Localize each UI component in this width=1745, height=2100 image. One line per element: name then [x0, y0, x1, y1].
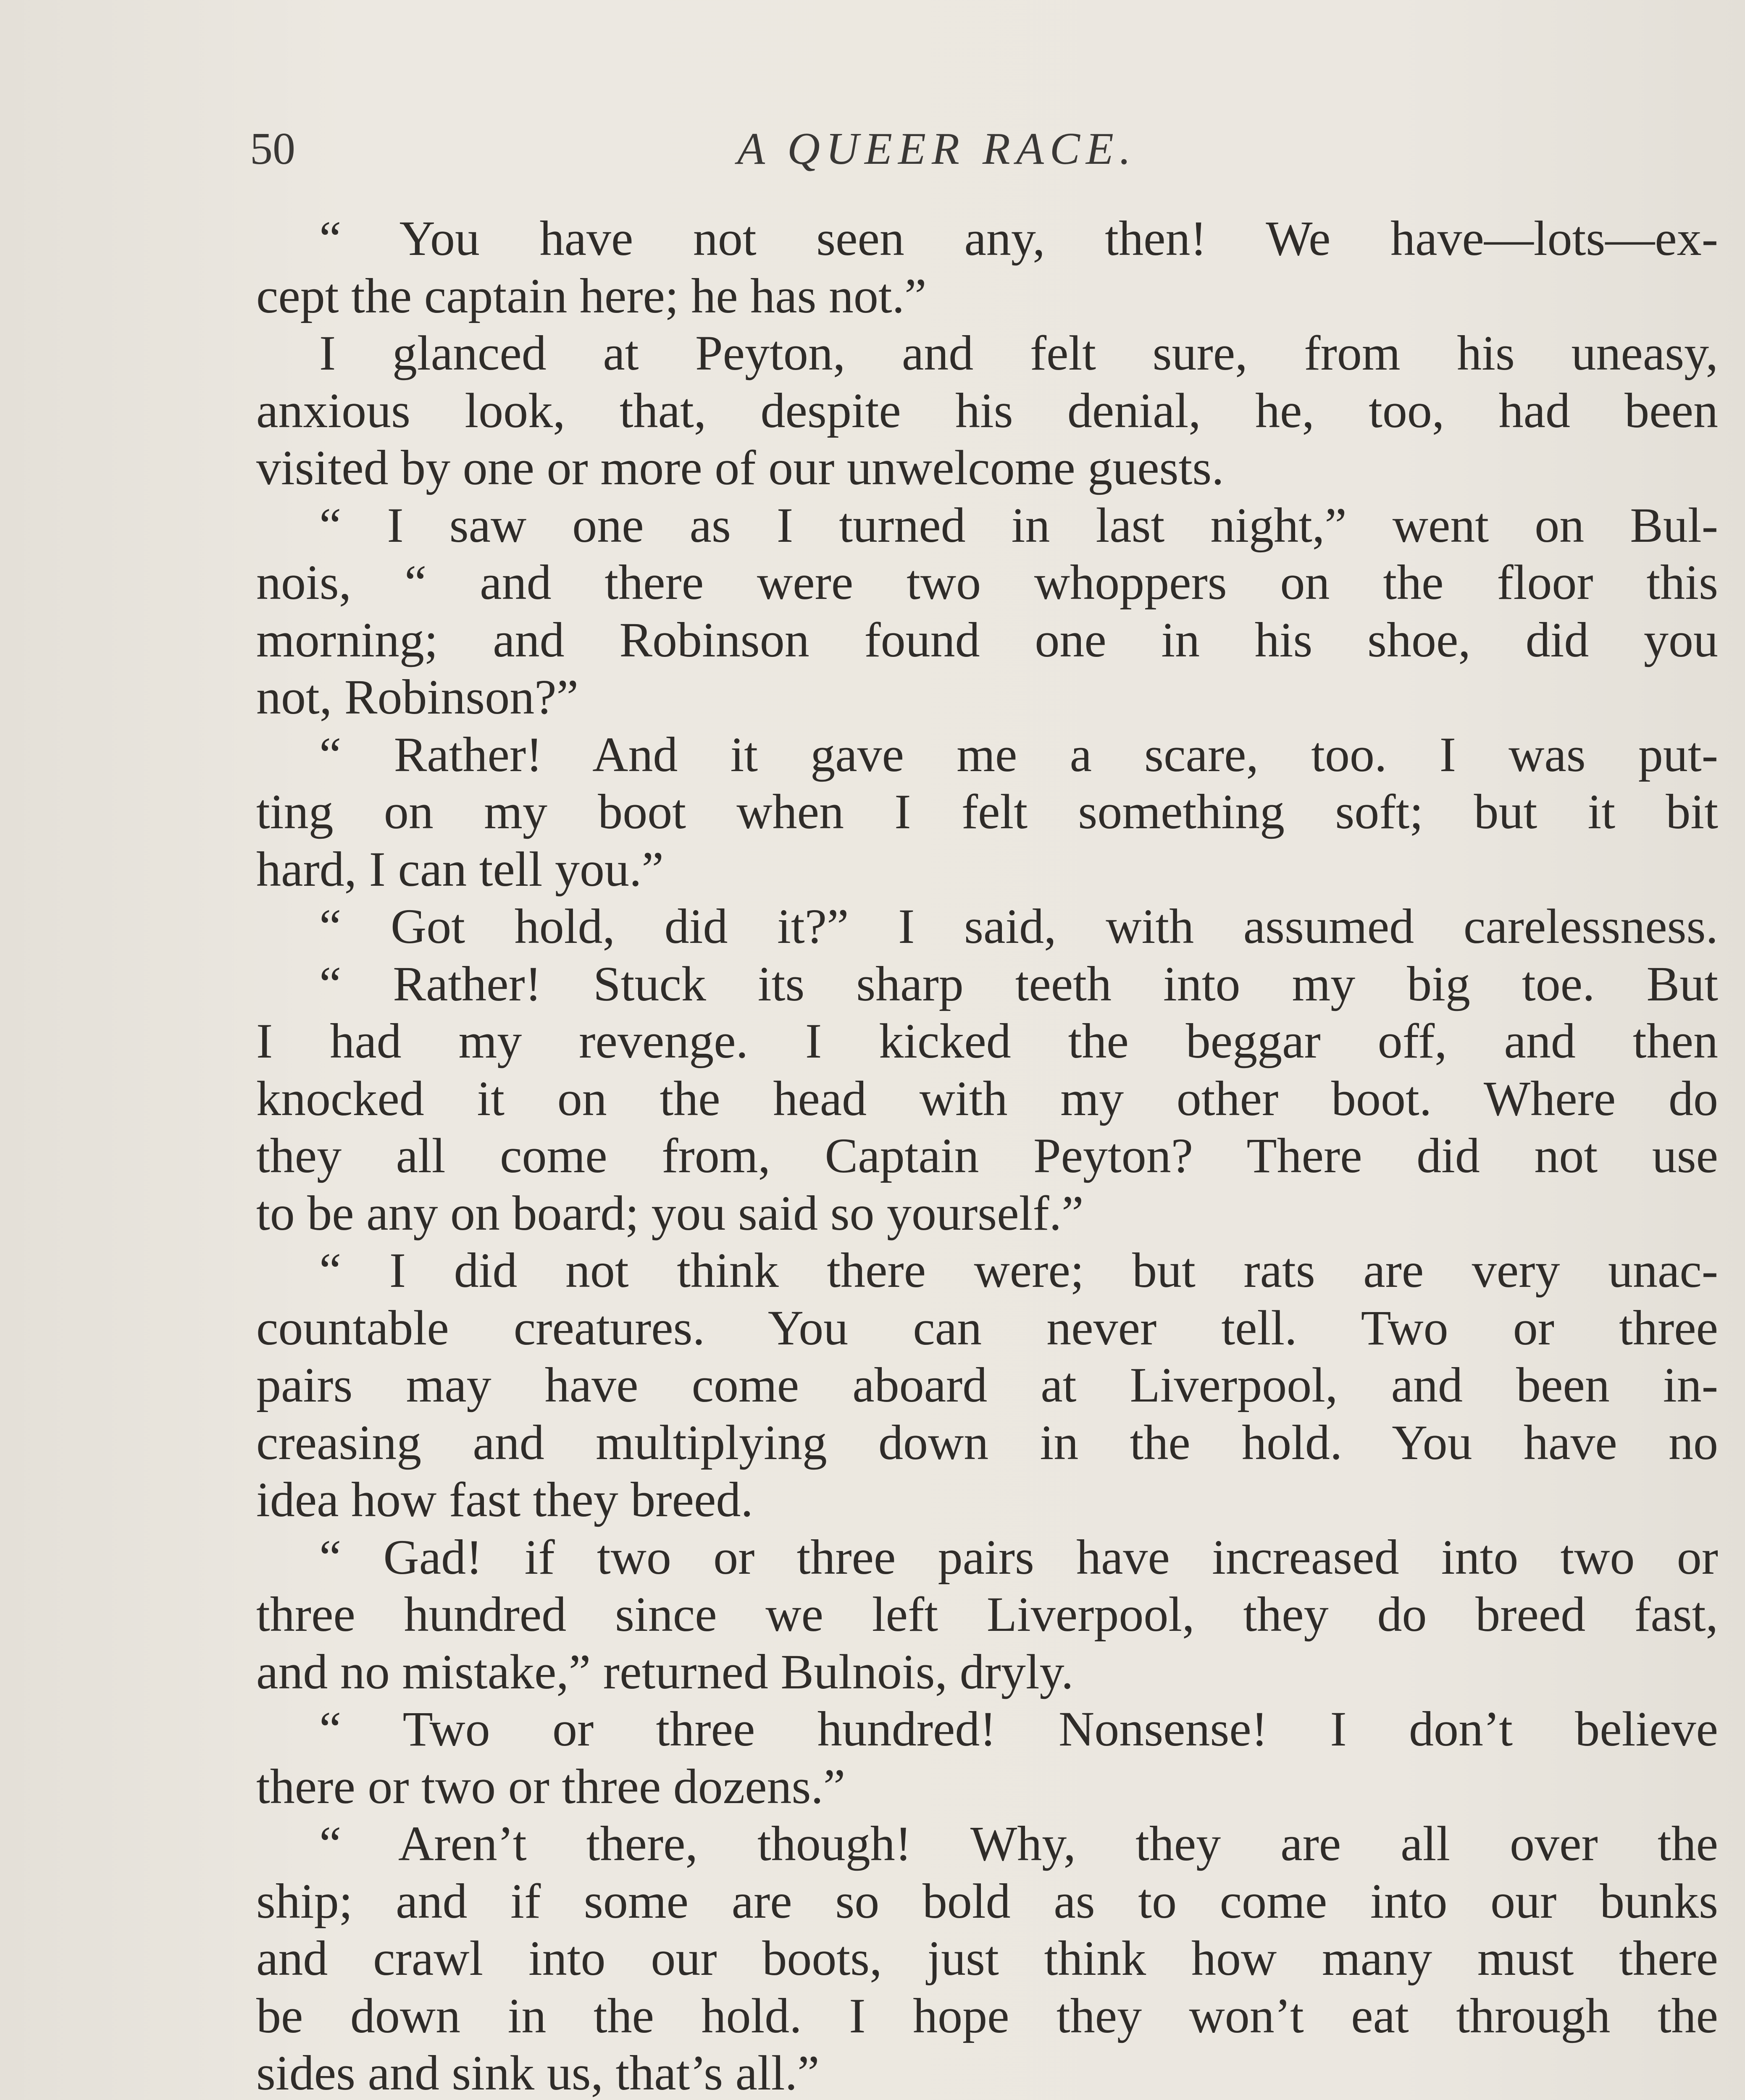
page-header [250, 113, 1729, 185]
running-title: A QUEER RACE. [737, 124, 1137, 174]
text-line: pairs may have come aboard at Liverpool, and been in- [256, 1357, 1718, 1412]
text-line: ship; and if some are so bold as to come into our bunks [256, 1873, 1718, 1929]
text-line: cept the captain here; he has not.” [256, 268, 927, 323]
text-line: “ I did not think there were; but rats are very unac- [319, 1243, 1718, 1298]
text-line: ting on my boot when I felt something soft; but it bit [256, 784, 1718, 839]
text-line: “ Got hold, did it?” I said, with assumed carelessness. [319, 899, 1718, 954]
text-line: to be any on board; you said so yourself.” [256, 1185, 1084, 1241]
text-line: knocked it on the head with my other boot. Where do [256, 1071, 1718, 1126]
text-line: “ You have not seen any, then! We have—lots—ex- [319, 211, 1718, 266]
text-line: be down in the hold. I hope they won’t eat through the [256, 1988, 1718, 2043]
text-line: countable creatures. You can never tell. Two or three [256, 1300, 1718, 1355]
text-line: “ I saw one as I turned in last night,” went on Bul- [319, 497, 1718, 553]
text-line: “ Two or three hundred! Nonsense! I don’t believe [319, 1701, 1718, 1756]
text-line: creasing and multiplying down in the hold. You have no [256, 1415, 1718, 1470]
text-line: “ Rather! And it gave me a scare, too. I was put- [319, 727, 1718, 782]
text-line: not, Robinson?” [256, 669, 578, 724]
page-number: 50 [250, 124, 295, 174]
text-line: and no mistake,” returned Bulnois, dryly. [256, 1644, 1074, 1699]
text-line: sides and sink us, that’s all.” [256, 2045, 820, 2100]
text-line: anxious look, that, despite his denial, he, too, had been [256, 383, 1718, 438]
text-line: I had my revenge. I kicked the beggar off, and then [256, 1013, 1718, 1068]
text-line: I glanced at Peyton, and felt sure, from his uneasy, [319, 326, 1718, 381]
text-line: they all come from, Captain Peyton? There did not use [256, 1128, 1718, 1183]
text-line: and crawl into our boots, just think how many must there [256, 1931, 1718, 1986]
text-line: “ Gad! if two or three pairs have increased into two or [319, 1529, 1718, 1585]
text-line: hard, I can tell you.” [256, 841, 664, 897]
text-line: idea how fast they breed. [256, 1472, 753, 1527]
text-line: visited by one or more of our unwelcome guests. [256, 440, 1224, 495]
text-line: three hundred since we left Liverpool, they do breed fast, [256, 1587, 1718, 1642]
text-line: there or two or three dozens.” [256, 1759, 846, 1814]
text-line: morning; and Robinson found one in his shoe, did you [256, 612, 1718, 667]
text-line: “ Rather! Stuck its sharp teeth into my big toe. But [319, 956, 1718, 1011]
body-text [256, 210, 1718, 2100]
text-line: nois, “ and there were two whoppers on the floor this [256, 555, 1718, 610]
text-line: “ Aren’t there, though! Why, they are all over the [319, 1816, 1718, 1871]
